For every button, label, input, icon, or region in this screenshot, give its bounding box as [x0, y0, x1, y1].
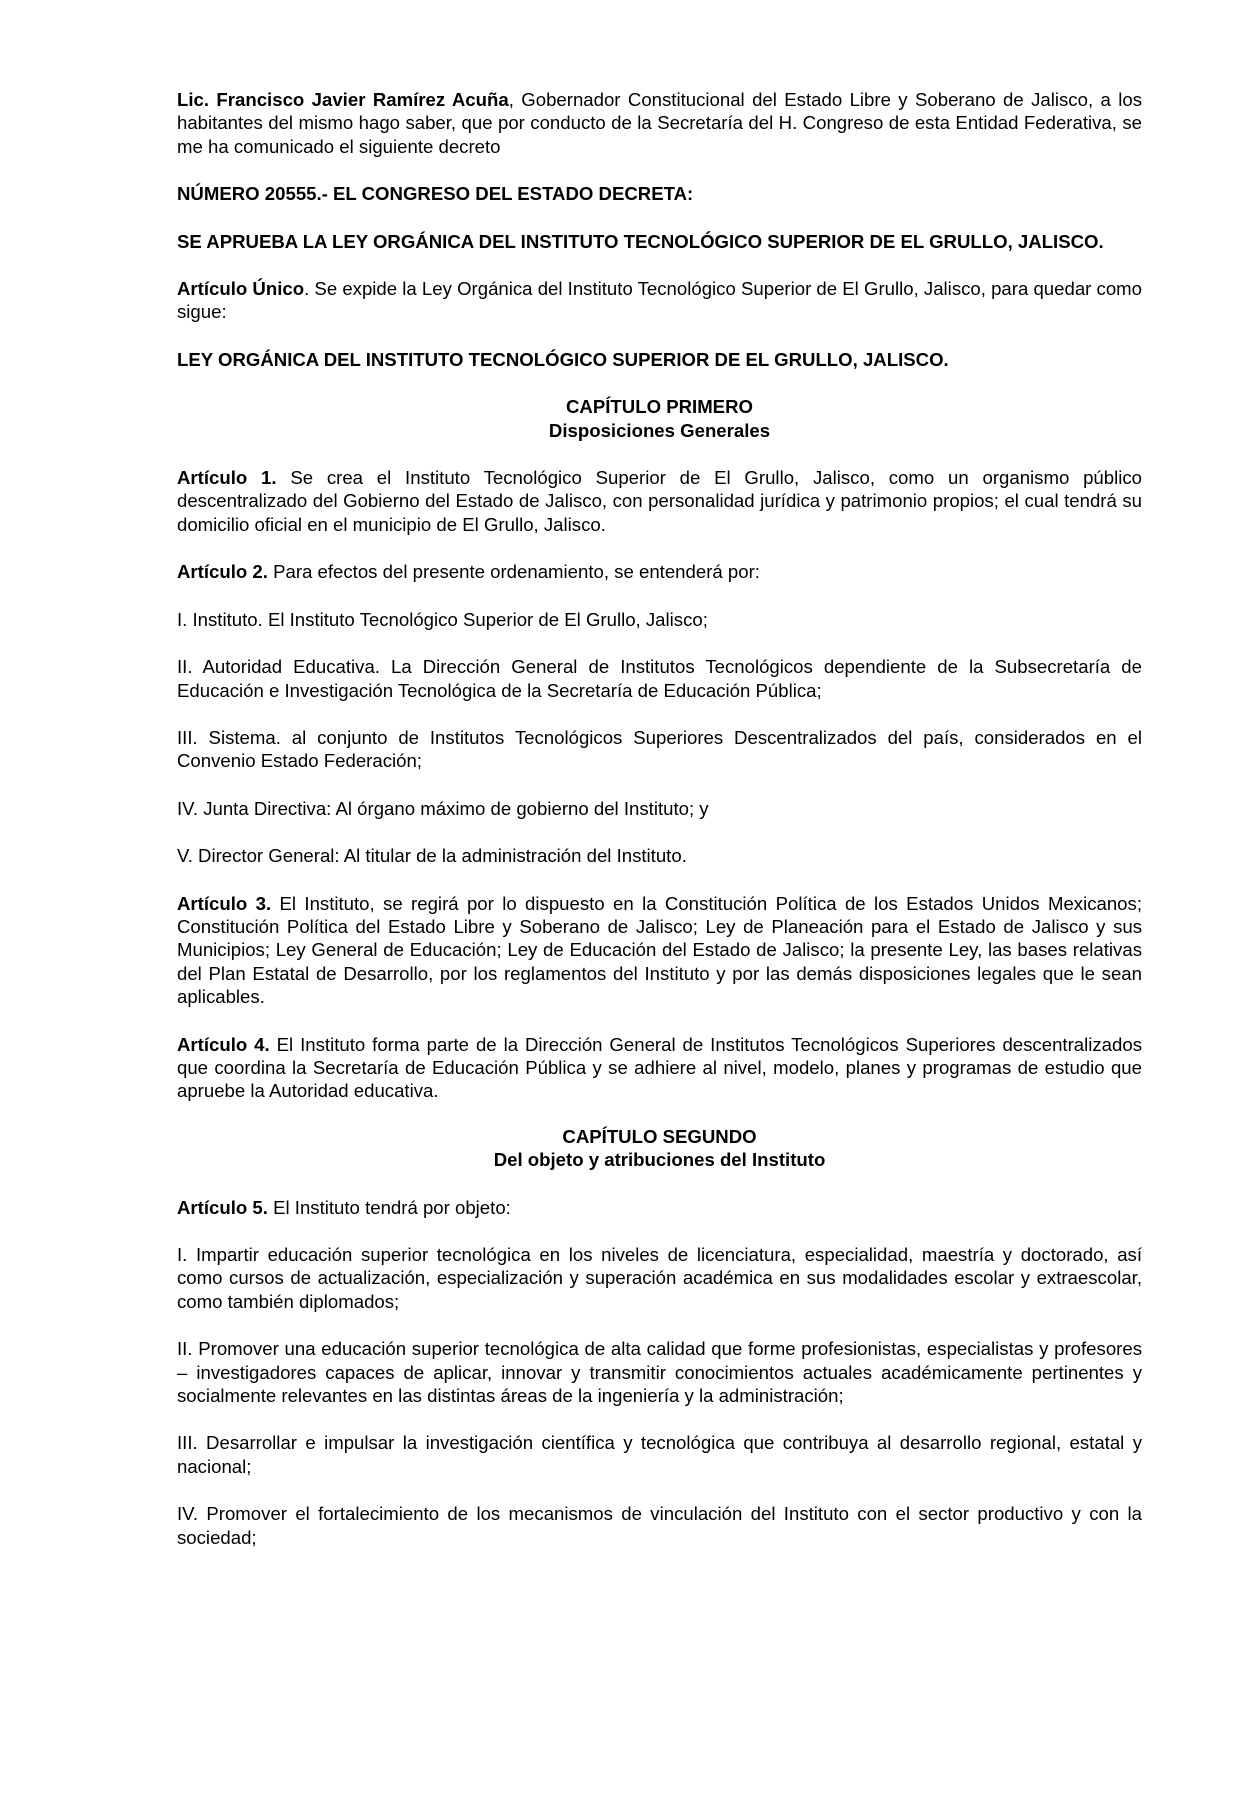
article-3-text: El Instituto, se regirá por lo dispuesto en la Constitución Política de los Estados Unidos Mexicanos; Constitución Política del Estado Libre y Soberano de Jalisco; Ley de Planeación para el Estado de Jalisco y sus Municipios; Ley General de Educación; Ley de Educación del Estado de Jalisco; la presente Ley, las bases relativas del Plan Estatal de Desarrollo, por los reglamentos del Instituto y por las demás disposiciones legales que le sean aplicables.	[177, 892, 1142, 1008]
article-1-label: Artículo 1.	[177, 467, 277, 489]
chapter-1-title: Disposiciones Generales	[548, 419, 771, 441]
document-page	[177, 88, 1142, 1573]
chapter-2-heading	[177, 1125, 1142, 1172]
article-5-item-3: III. Desarrollar e impulsar la investigación científica y tecnológica que contribuya al desarrollo regional, estatal y nacional;	[177, 1432, 1142, 1477]
article-2-item-1: I. Instituto. El Instituto Tecnológico Superior de El Grullo, Jalisco;	[177, 608, 708, 630]
chapter-1-heading	[177, 395, 1142, 442]
article-2-item-4: IV. Junta Directiva: Al órgano máximo de gobierno del Instituto; y	[177, 797, 709, 819]
intro-paragraph	[177, 88, 1142, 158]
decree-number: NÚMERO 20555.- EL CONGRESO DEL ESTADO DECRETA:	[177, 183, 694, 205]
article-4-label: Artículo 4.	[177, 1033, 270, 1055]
approval-heading: SE APRUEBA LA LEY ORGÁNICA DEL INSTITUTO TECNOLÓGICO SUPERIOR DE EL GRULLO, JALISCO.	[177, 230, 1104, 252]
article-1	[177, 466, 1142, 536]
article-2-label: Artículo 2.	[177, 561, 268, 583]
chapter-2-number: CAPÍTULO SEGUNDO	[562, 1125, 757, 1147]
article-5	[177, 1196, 1142, 1219]
article-5-text: El Instituto tendrá por objeto:	[267, 1196, 511, 1218]
intro-text: , Gobernador Constitucional del Estado Libre y Soberano de Jalisco, a los habitantes del mismo hago saber, que por conducto de la Secretaría del H. Congreso de esta Entidad Federativa, se me ha comunicado el siguiente decreto	[177, 89, 1143, 157]
law-title: LEY ORGÁNICA DEL INSTITUTO TECNOLÓGICO SUPERIOR DE EL GRULLO, JALISCO.	[177, 348, 949, 370]
article-4	[177, 1033, 1142, 1103]
article-5-item-2: II. Promover una educación superior tecnológica de alta calidad que forme profesionistas, especialistas y profesores – investigadores capaces de aplicar, innovar y transmitir conocimientos actuales académicamente pertinentes y socialmente relevantes en las distintas áreas de la ingeniería y la administración;	[177, 1338, 1142, 1407]
article-3	[177, 892, 1142, 1009]
article-4-text: El Instituto forma parte de la Dirección General de Institutos Tecnológicos Superiores descentralizados que coordina la Secretaría de Educación Pública y se adhiere al nivel, modelo, planes y programas de estudio que apruebe la Autoridad educativa.	[177, 1033, 1142, 1102]
articulo-unico-text: . Se expide la Ley Orgánica del Instituto Tecnológico Superior de El Grullo, Jalisco, para quedar como sigue:	[177, 278, 1143, 323]
article-2-item-5: V. Director General: Al titular de la administración del Instituto.	[177, 845, 687, 867]
article-2	[177, 560, 1142, 583]
articulo-unico-label: Artículo Único	[177, 278, 305, 300]
article-5-item-4: IV. Promover el fortalecimiento de los mecanismos de vinculación del Instituto con el sector productivo y con la sociedad;	[177, 1503, 1142, 1548]
article-5-item-1: I. Impartir educación superior tecnológica en los niveles de licenciatura, especialidad, maestría y doctorado, así como cursos de actualización, especialización y superación académica en sus modalidades escolar y extraescolar, como también diplomados;	[177, 1244, 1142, 1312]
article-3-label: Artículo 3.	[177, 892, 272, 914]
article-2-text: Para efectos del presente ordenamiento, se entenderá por:	[267, 561, 760, 583]
article-1-text: Se crea el Instituto Tecnológico Superior de El Grullo, Jalisco, como un organismo público descentralizado del Gobierno del Estado de Jalisco, con personalidad jurídica y patrimonio propios; el cual tendrá su domicilio oficial en el municipio de El Grullo, Jalisco.	[177, 467, 1142, 535]
article-5-label: Artículo 5.	[177, 1196, 268, 1218]
governor-name: Lic. Francisco Javier Ramírez Acuña	[177, 89, 509, 110]
chapter-1-number: CAPÍTULO PRIMERO	[566, 396, 753, 418]
article-2-item-2: II. Autoridad Educativa. La Dirección General de Institutos Tecnológicos dependiente de la Subsecretaría de Educación e Investigación Tecnológica de la Secretaría de Educación Pública;	[177, 656, 1142, 701]
articulo-unico	[177, 277, 1142, 324]
article-2-item-3: III. Sistema. al conjunto de Institutos Tecnológicos Superiores Descentralizados del país, considerados en el Convenio Estado Federación;	[177, 726, 1142, 772]
chapter-2-title: Del objeto y atribuciones del Instituto	[493, 1149, 826, 1171]
